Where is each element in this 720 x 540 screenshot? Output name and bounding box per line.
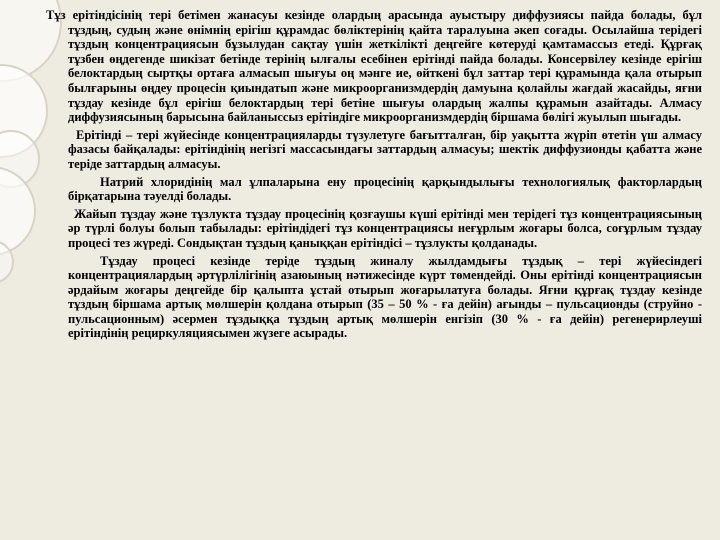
paragraph-sodium-chloride-penetration: Натрий хлоридінің мал ұлпаларына ену процесінің қарқындылығы технологиялық факторлардың бірқатарына тәуелді болады.	[68, 174, 702, 204]
slide-text-block	[46, 8, 702, 344]
paragraph-salting-driving-force: Жайып тұздау және тұзлукта тұздау процесінің қозғаушы күші ерітінді мен терідегі тұз концентрациясының әр түрлі болуы болып табылады: ерітіндідегі тұз концентрациясы неғұрлым жоғары болса, соғұрлым тұздау процесі тез жүреді. Сондықтан тұздың қаныққан ерітіндісі – тұзлукты қолданады.	[68, 206, 702, 250]
paragraph-salt-accumulation-rate: Тұздау процесі кезінде теріде тұздың жиналу жылдамдығы тұздық – тері жүйесіндегі концентрациялардың әртүрлілігінің азаюының нәтижесінде күрт төмендейді. Оны ерітінді концентрациясын әрдайым жоғары деңгейде бір қалыпта ұстай отырып жоғарылатуға болады. Яғни құрғақ тұздау кезінде тұздың біршама артық мөлшерін қолдана отырып (35 – 50 % - ға дейін) ағынды – пульсационды (струйно - пульсационным) әсермен тұздыққа тұздың артық мөлшерін енгізіп (30 % - ға дейін) регенерирлеуші ерітіндінің рециркуляциясымен жүзеге асырады.	[68, 253, 702, 341]
paragraph-solution-skin-system-phases: Ерітінді – тері жүйесінде концентрацияларды түзулетуге бағытталған, бір уақытта жүріп өтетін үш алмасу фазасы байқалады: ерітіндінің негізгі массасындағы заттардың алмасуы; шектік диффузионды қабатта және теріде заттардың алмасуы.	[68, 127, 702, 171]
paragraph-salt-exchange-diffusion: Тұз ерітіндісінің тері бетімен жанасуы кезінде олардың арасында ауыстыру диффузиясы пайда болады, бұл тұздың, судың және өнімнің ерігіш құрамдас бөліктерінің қайта таралуына әкеп соғады. Осылайша терідегі тұздың концентрациясын бұзылудан сақтау үшін жеткілікті деңгейге көтеруді қамтамассыз етеді. Құрғақ тұзбен өңдегенде шикізат бетінде терінің ылғалы есебінен ерітінді пайда болады. Консервілеу кезінде ерігіш белоктардың сыртқы ортаға алмасып шығуы оң мәнге ие, өйткені бұл заттар тері құрамында қала отырып былғарыны өңдеу процесін қиындатып және микроорганизмдердің дамуына қолайлы жағдай жасайды, яғни тұздау кезінде бұл ерігіш белоктардың тері бетіне шығуы олардың жалпы құрамын азайтады. Алмасу диффузиясының барысына байланыссыз ерітіндіге микроорганизмдердің біршама бөлігі жуылып шығады.	[46, 8, 702, 125]
